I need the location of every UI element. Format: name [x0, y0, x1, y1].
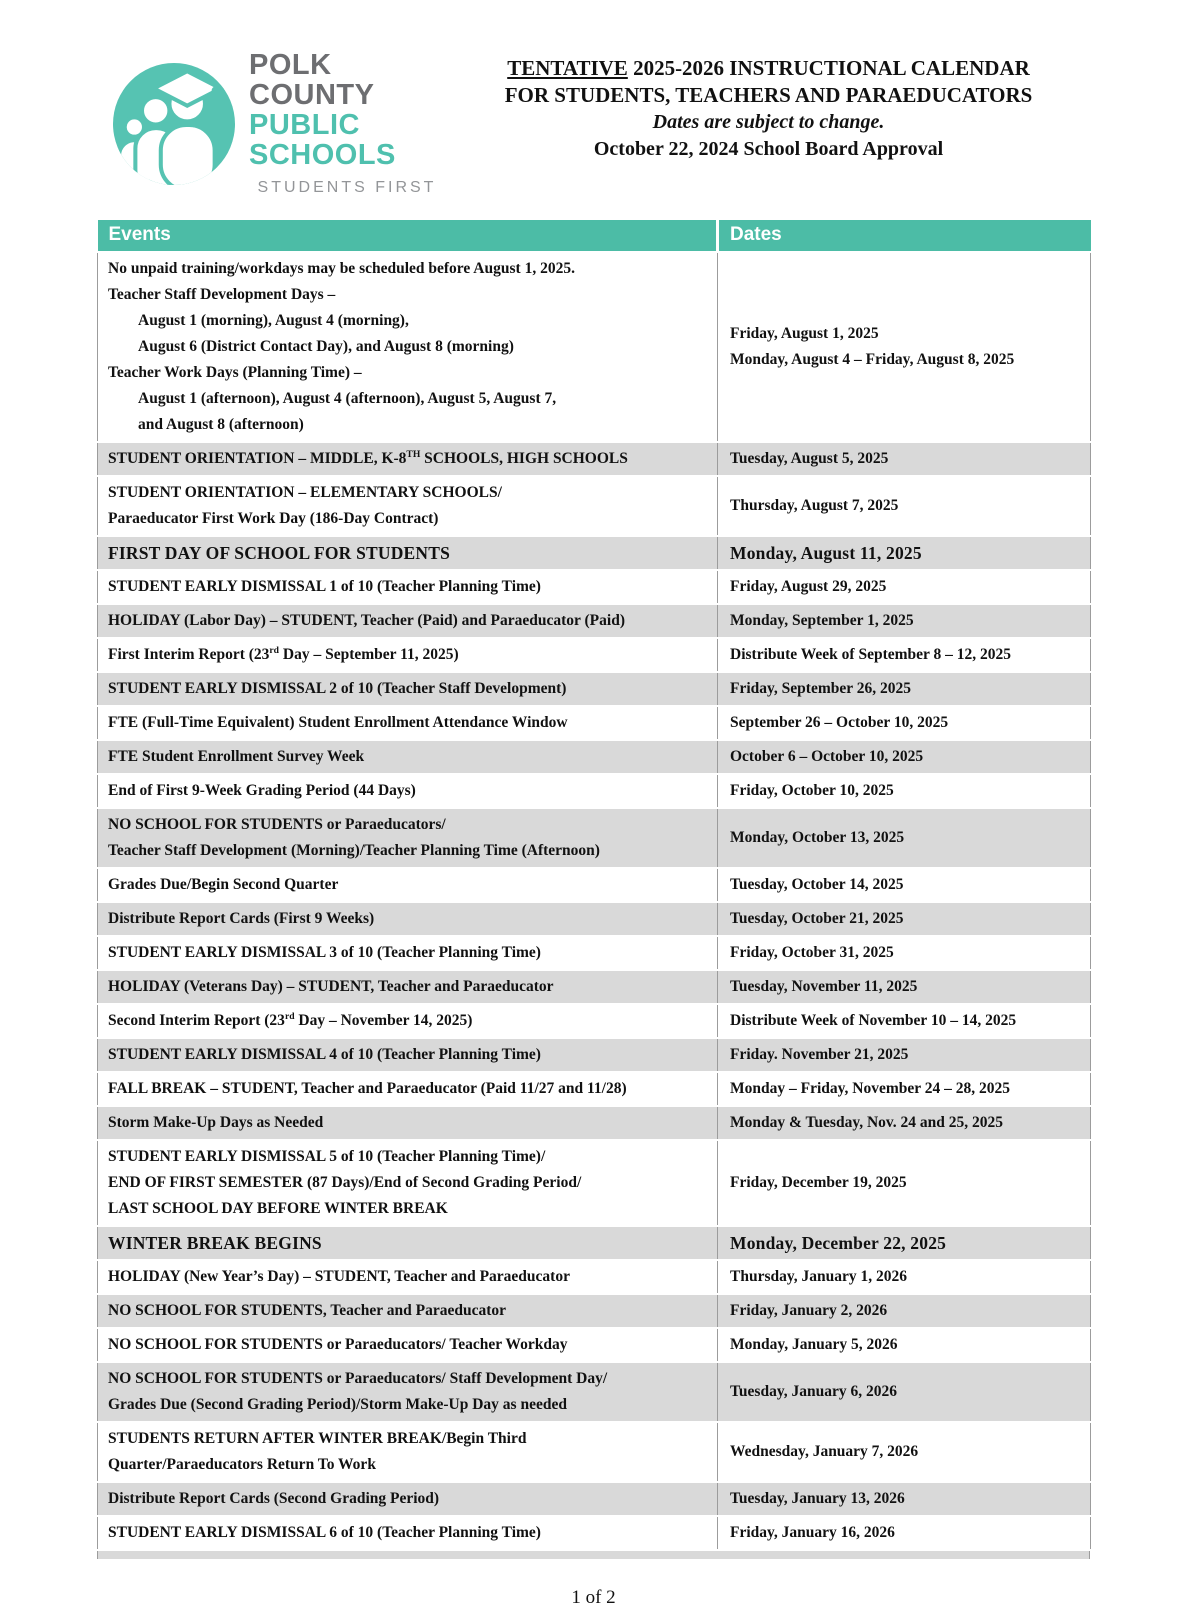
- date-line: Friday, January 16, 2026: [730, 1524, 895, 1541]
- date-line: Monday – Friday, November 24 – 28, 2025: [730, 1080, 1010, 1097]
- table-row: [98, 252, 1091, 442]
- event-cell: [98, 808, 718, 868]
- date-cell: [718, 638, 1091, 672]
- table-header-row: [98, 220, 1091, 252]
- event-cell: [98, 1072, 718, 1106]
- event-line: STUDENT ORIENTATION – MIDDLE, K-8TH SCHOOLS, HIGH SCHOOLS: [108, 448, 628, 467]
- date-line: Monday & Tuesday, Nov. 24 and 25, 2025: [730, 1114, 1004, 1131]
- event-cell: [98, 1362, 718, 1422]
- event-line: STUDENT ORIENTATION – ELEMENTARY SCHOOLS/: [108, 484, 502, 501]
- date-cell: [718, 774, 1091, 808]
- table-row: [98, 638, 1091, 672]
- table-row: [98, 706, 1091, 740]
- logo-name-line1: POLK COUNTY: [249, 49, 375, 111]
- date-cell: [718, 1516, 1091, 1550]
- date-line: Distribute Week of September 8 – 12, 2025: [730, 646, 1011, 663]
- date-cell: [718, 672, 1091, 706]
- date-cell: [718, 476, 1091, 536]
- date-cell: [718, 1260, 1091, 1294]
- page-subtitle: FOR STUDENTS, TEACHERS AND PARAEDUCATORS: [504, 83, 1033, 107]
- event-cell: [98, 252, 718, 442]
- date-cell: [718, 1482, 1091, 1516]
- event-line: Grades Due/Begin Second Quarter: [108, 876, 339, 893]
- date-cell: [718, 1072, 1091, 1106]
- date-cell: [718, 902, 1091, 936]
- date-line: Monday, September 1, 2025: [730, 612, 914, 629]
- date-cell: [718, 1294, 1091, 1328]
- event-cell: [98, 570, 718, 604]
- date-line: Friday, January 2, 2026: [730, 1302, 888, 1319]
- event-cell: [98, 1004, 718, 1038]
- event-line: Grades Due (Second Grading Period)/Storm Make-Up Day as needed: [108, 1396, 567, 1413]
- table-row: [98, 740, 1091, 774]
- date-line: October 6 – October 10, 2025: [730, 748, 924, 765]
- date-cell: [718, 442, 1091, 476]
- table-row: [98, 1072, 1091, 1106]
- event-line: End of First 9-Week Grading Period (44 Days): [108, 782, 416, 799]
- date-cell: [718, 1362, 1091, 1422]
- table-row: [98, 1516, 1091, 1550]
- table-row: [98, 868, 1091, 902]
- page-header: [0, 0, 1187, 197]
- date-cell: [718, 1226, 1091, 1260]
- event-line: Distribute Report Cards (First 9 Weeks): [108, 910, 375, 927]
- table-row: [98, 936, 1091, 970]
- event-cell: [98, 1294, 718, 1328]
- event-line: END OF FIRST SEMESTER (87 Days)/End of Second Grading Period/: [108, 1174, 582, 1191]
- event-line: and August 8 (afternoon): [138, 416, 304, 433]
- table-row: [98, 1294, 1091, 1328]
- event-cell: [98, 672, 718, 706]
- date-cell: [718, 1328, 1091, 1362]
- page-title-underlined-word: TENTATIVE: [507, 56, 628, 80]
- date-line: Tuesday, August 5, 2025: [730, 450, 889, 467]
- table-row: [98, 442, 1091, 476]
- date-cell: [718, 1422, 1091, 1482]
- calendar-table-body: [98, 252, 1091, 1550]
- date-line: Friday, August 1, 2025: [730, 325, 879, 342]
- event-line: FALL BREAK – STUDENT, Teacher and Paraeducator (Paid 11/27 and 11/28): [108, 1080, 627, 1097]
- date-line: Tuesday, January 6, 2026: [730, 1383, 897, 1400]
- table-row: [98, 1038, 1091, 1072]
- event-line: HOLIDAY (New Year’s Day) – STUDENT, Teacher and Paraeducator: [108, 1268, 570, 1285]
- table-row: [98, 1226, 1091, 1260]
- event-line: STUDENT EARLY DISMISSAL 3 of 10 (Teacher Planning Time): [108, 944, 541, 961]
- event-cell: [98, 536, 718, 570]
- table-row: [98, 774, 1091, 808]
- dates-column-header: Dates: [718, 220, 1091, 252]
- event-line: STUDENT EARLY DISMISSAL 2 of 10 (Teacher Staff Development): [108, 680, 567, 697]
- event-cell: [98, 740, 718, 774]
- event-cell: [98, 1226, 718, 1260]
- event-cell: [98, 638, 718, 672]
- table-row: [98, 1140, 1091, 1226]
- event-cell: [98, 604, 718, 638]
- event-line: Teacher Work Days (Planning Time) –: [108, 364, 362, 381]
- date-line: Distribute Week of November 10 – 14, 2025: [730, 1012, 1017, 1029]
- date-line: Thursday, January 1, 2026: [730, 1268, 908, 1285]
- event-cell: [98, 1482, 718, 1516]
- event-cell: [98, 1106, 718, 1140]
- date-line: Tuesday, November 11, 2025: [730, 978, 918, 995]
- table-row: [98, 536, 1091, 570]
- date-cell: [718, 536, 1091, 570]
- event-line: STUDENT EARLY DISMISSAL 1 of 10 (Teacher Planning Time): [108, 578, 541, 595]
- date-line: Tuesday, October 14, 2025: [730, 876, 904, 893]
- date-line: Wednesday, January 7, 2026: [730, 1443, 919, 1460]
- date-line: Monday, August 4 – Friday, August 8, 2025: [730, 351, 1015, 368]
- event-line: August 1 (morning), August 4 (morning),: [138, 312, 409, 329]
- graduates-logo-icon: [113, 63, 235, 185]
- event-line: STUDENTS RETURN AFTER WINTER BREAK/Begin Third: [108, 1430, 527, 1447]
- logo-name-line2: PUBLIC SCHOOLS: [249, 109, 396, 171]
- date-line: Friday, September 26, 2025: [730, 680, 911, 697]
- table-row: [98, 1260, 1091, 1294]
- table-row: [98, 476, 1091, 536]
- table-row: [98, 604, 1091, 638]
- date-line: Monday, October 13, 2025: [730, 829, 905, 846]
- events-column-header: Events: [98, 220, 718, 252]
- event-cell: [98, 1516, 718, 1550]
- date-line: Friday. November 21, 2025: [730, 1046, 909, 1063]
- table-row: [98, 1004, 1091, 1038]
- event-line: Quarter/Paraeducators Return To Work: [108, 1456, 376, 1473]
- event-line: FTE (Full-Time Equivalent) Student Enrollment Attendance Window: [108, 714, 568, 731]
- event-cell: [98, 936, 718, 970]
- date-cell: [718, 1140, 1091, 1226]
- event-line: August 6 (District Contact Day), and August 8 (morning): [138, 338, 514, 355]
- date-cell: [718, 1004, 1091, 1038]
- subject-to-change-note: Dates are subject to change.: [652, 111, 885, 133]
- date-cell: [718, 252, 1091, 442]
- event-cell: [98, 1328, 718, 1362]
- table-row: [98, 1106, 1091, 1140]
- event-line: Paraeducator First Work Day (186-Day Contract): [108, 510, 439, 527]
- date-line: Friday, December 19, 2025: [730, 1174, 907, 1191]
- date-line: Thursday, August 7, 2025: [730, 497, 899, 514]
- title-block: [445, 50, 1092, 163]
- event-cell: [98, 1422, 718, 1482]
- date-line: Friday, October 10, 2025: [730, 782, 894, 799]
- page-title: [445, 55, 1092, 82]
- date-cell: [718, 706, 1091, 740]
- date-line: Tuesday, October 21, 2025: [730, 910, 904, 927]
- table-row: [98, 902, 1091, 936]
- event-line: LAST SCHOOL DAY BEFORE WINTER BREAK: [108, 1200, 448, 1217]
- date-cell: [718, 1038, 1091, 1072]
- event-line: FIRST DAY OF SCHOOL FOR STUDENTS: [108, 543, 451, 563]
- event-cell: [98, 902, 718, 936]
- table-row: [98, 1482, 1091, 1516]
- board-approval-line: October 22, 2024 School Board Approval: [593, 138, 944, 160]
- event-line: HOLIDAY (Veterans Day) – STUDENT, Teacher and Paraeducator: [108, 978, 554, 995]
- event-cell: [98, 1038, 718, 1072]
- event-line: NO SCHOOL FOR STUDENTS, Teacher and Paraeducator: [108, 1302, 507, 1319]
- date-cell: [718, 604, 1091, 638]
- event-line: First Interim Report (23rd Day – September 11, 2025): [108, 644, 459, 663]
- page-number: 1 of 2: [571, 1587, 616, 1608]
- page-title-rest: 2025-2026 INSTRUCTIONAL CALENDAR: [627, 56, 1030, 80]
- event-cell: [98, 476, 718, 536]
- event-line: Teacher Staff Development Days –: [108, 286, 336, 303]
- event-line: STUDENT EARLY DISMISSAL 6 of 10 (Teacher Planning Time): [108, 1524, 541, 1541]
- event-cell: [98, 442, 718, 476]
- event-cell: [98, 706, 718, 740]
- table-row: [98, 808, 1091, 868]
- table-bottom-strip: [97, 1551, 1090, 1559]
- date-cell: [718, 970, 1091, 1004]
- date-line: Monday, January 5, 2026: [730, 1336, 898, 1353]
- logo-tagline: STUDENTS FIRST: [257, 179, 437, 196]
- event-line: August 1 (afternoon), August 4 (afternoon), August 5, August 7,: [138, 390, 557, 407]
- district-logo: [113, 50, 445, 197]
- district-logo-text: [249, 50, 445, 197]
- date-cell: [718, 808, 1091, 868]
- date-line: Monday, August 11, 2025: [730, 543, 922, 563]
- date-line: Friday, October 31, 2025: [730, 944, 894, 961]
- event-line: WINTER BREAK BEGINS: [108, 1233, 322, 1253]
- date-line: Monday, December 22, 2025: [730, 1233, 947, 1253]
- event-line: Teacher Staff Development (Morning)/Teacher Planning Time (Afternoon): [108, 842, 600, 859]
- date-line: September 26 – October 10, 2025: [730, 714, 949, 731]
- event-line: Second Interim Report (23rd Day – November 14, 2025): [108, 1010, 473, 1029]
- date-cell: [718, 1106, 1091, 1140]
- event-cell: [98, 1140, 718, 1226]
- event-line: NO SCHOOL FOR STUDENTS or Paraeducators/ Teacher Workday: [108, 1336, 568, 1353]
- event-line: STUDENT EARLY DISMISSAL 5 of 10 (Teacher Planning Time)/: [108, 1148, 546, 1165]
- event-line: NO SCHOOL FOR STUDENTS or Paraeducators/: [108, 816, 446, 833]
- table-row: [98, 672, 1091, 706]
- event-cell: [98, 774, 718, 808]
- table-row: [98, 570, 1091, 604]
- date-cell: [718, 936, 1091, 970]
- table-row: [98, 970, 1091, 1004]
- date-line: Tuesday, January 13, 2026: [730, 1490, 905, 1507]
- event-line: Distribute Report Cards (Second Grading Period): [108, 1490, 440, 1507]
- date-cell: [718, 868, 1091, 902]
- event-line: STUDENT EARLY DISMISSAL 4 of 10 (Teacher Planning Time): [108, 1046, 541, 1063]
- table-row: [98, 1328, 1091, 1362]
- event-cell: [98, 868, 718, 902]
- event-cell: [98, 1260, 718, 1294]
- table-row: [98, 1422, 1091, 1482]
- date-cell: [718, 570, 1091, 604]
- table-row: [98, 1362, 1091, 1422]
- date-cell: [718, 740, 1091, 774]
- event-cell: [98, 970, 718, 1004]
- date-line: Friday, August 29, 2025: [730, 578, 887, 595]
- event-line: NO SCHOOL FOR STUDENTS or Paraeducators/ Staff Development Day/: [108, 1370, 608, 1387]
- calendar-table: [97, 220, 1091, 1551]
- event-line: FTE Student Enrollment Survey Week: [108, 748, 365, 765]
- event-line: No unpaid training/workdays may be scheduled before August 1, 2025.: [108, 260, 575, 277]
- event-line: Storm Make-Up Days as Needed: [108, 1114, 324, 1131]
- event-line: HOLIDAY (Labor Day) – STUDENT, Teacher (Paid) and Paraeducator (Paid): [108, 612, 625, 629]
